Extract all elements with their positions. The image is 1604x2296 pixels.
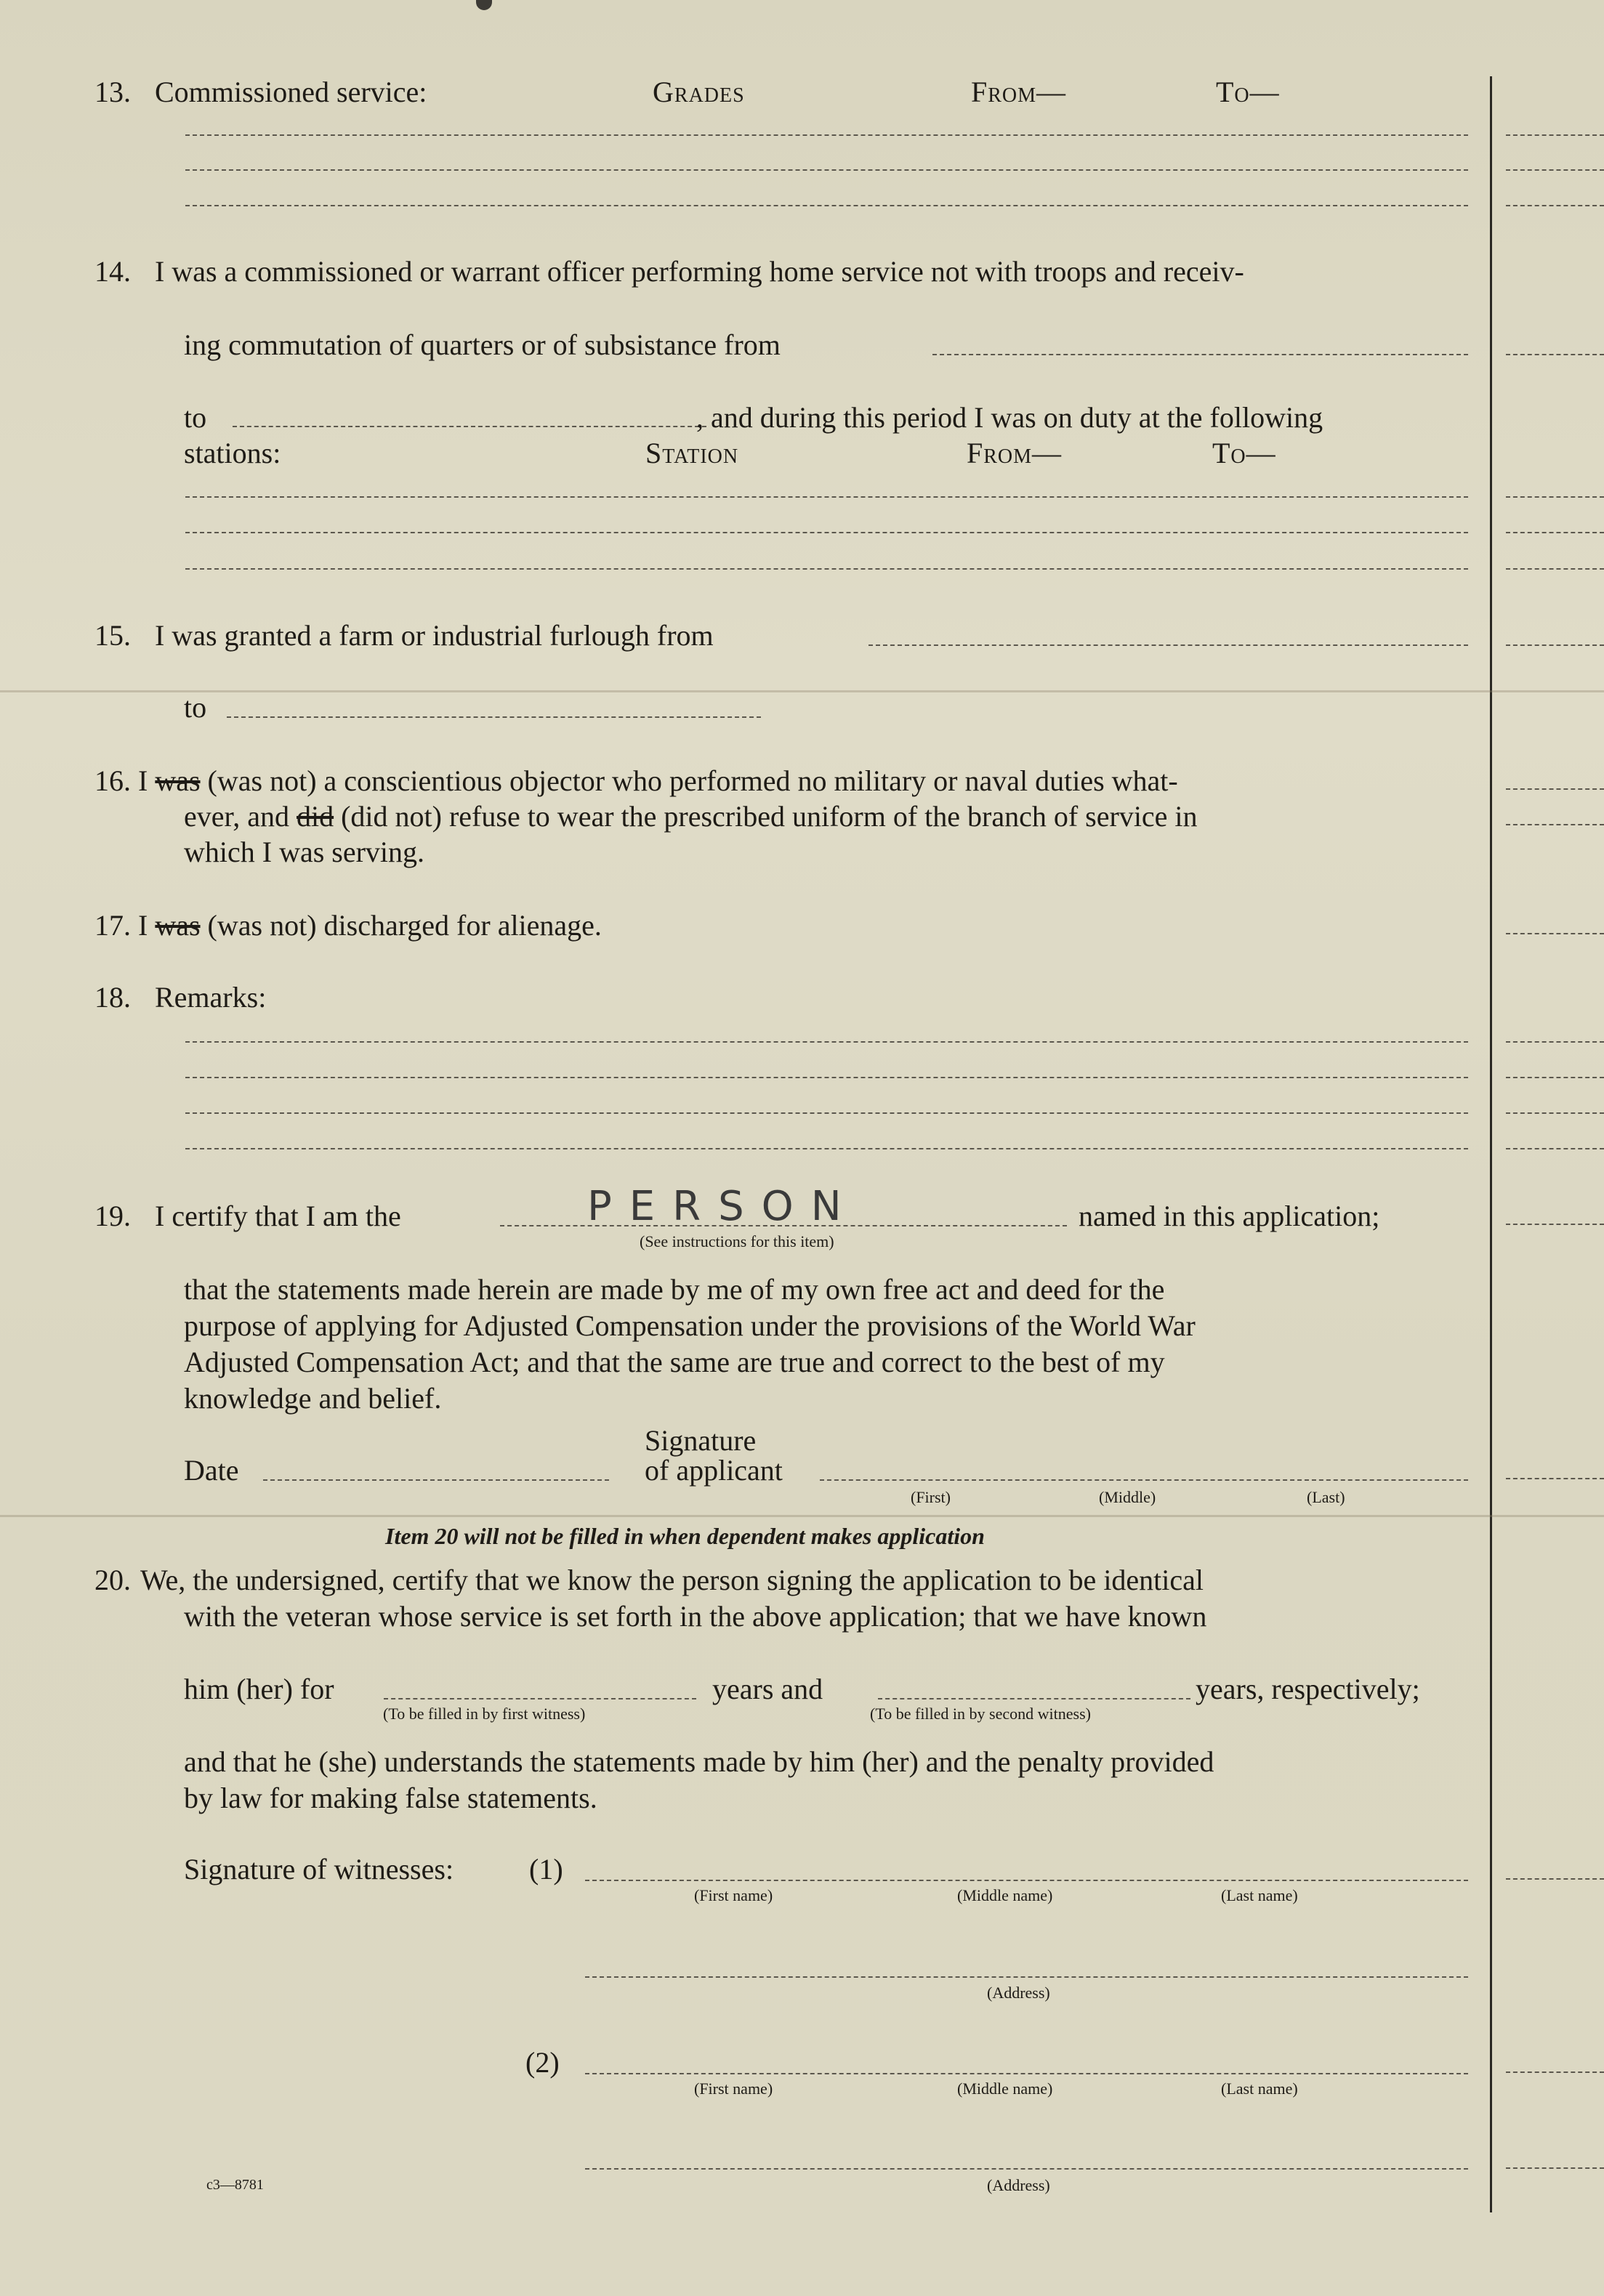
item-19-p1: that the statements made herein are made by me of my own free act and deed for the (184, 1273, 1165, 1306)
fold-crease (0, 1515, 1604, 1517)
item-14-line3: , and during this period I was on duty at the following (696, 401, 1323, 434)
sig-label-2: of applicant (645, 1454, 783, 1487)
item-15-number: 15. (94, 619, 131, 652)
item-20-p4: and that he (she) understands the statements made by him (her) and the penalty provided (184, 1745, 1214, 1778)
item-19-prefix: I certify that I am the (155, 1200, 401, 1232)
label-middle-name: (Middle name) (957, 2079, 1053, 2098)
col-from: From— (967, 437, 1063, 469)
label-first-name: (First name) (694, 1886, 773, 1904)
item-20-number: 20. (94, 1564, 131, 1596)
blank-line[interactable] (185, 1148, 1468, 1149)
label-last-name: (Last name) (1221, 1886, 1298, 1904)
margin-rule (1506, 354, 1604, 355)
item-19-p3: Adjusted Compensation Act; and that the same are true and correct to the best of my (184, 1346, 1165, 1378)
label-address: (Address) (987, 2176, 1050, 2194)
witness-2-signature-field[interactable] (585, 2073, 1468, 2074)
margin-rule (1506, 2167, 1604, 2169)
blank-line[interactable] (869, 644, 1468, 646)
margin-rule (1506, 205, 1604, 206)
date-field[interactable] (263, 1479, 609, 1481)
witness-signature-label: Signature of witnesses: (184, 1853, 454, 1885)
witness-1-address-field[interactable] (585, 1976, 1468, 1978)
margin-rule (1506, 532, 1604, 533)
item-14-number: 14. (94, 255, 131, 288)
blank-line[interactable] (185, 1077, 1468, 1078)
blank-line[interactable] (233, 426, 706, 427)
item-14-line4: stations: (184, 437, 281, 469)
date-label: Date (184, 1454, 239, 1487)
item-14-to: to (184, 401, 207, 434)
handwritten-entry: PERSON (587, 1183, 859, 1230)
item-20-p5: by law for making false statements. (184, 1782, 597, 1814)
second-witness-note: (To be filled in by second witness) (870, 1705, 1091, 1723)
blank-line[interactable] (185, 1112, 1468, 1114)
item-20-years-resp: years, respectively; (1196, 1673, 1420, 1705)
item-15-to: to (184, 691, 207, 724)
label-address: (Address) (987, 1984, 1050, 2002)
col-station: Station (645, 437, 739, 469)
col-grades: Grades (653, 76, 745, 108)
witness-1-signature-field[interactable] (585, 1880, 1468, 1881)
first-witness-note: (To be filled in by first witness) (383, 1705, 586, 1723)
struck-was: was (155, 909, 201, 942)
witness-1-label: (1) (529, 1853, 563, 1885)
sig-label-1: Signature (645, 1424, 757, 1457)
item-19-p2: purpose of applying for Adjusted Compensation under the provisions of the World War (184, 1309, 1196, 1342)
margin-rule (1506, 933, 1604, 934)
item-13-label: Commissioned service: (155, 76, 427, 108)
fold-crease (0, 690, 1604, 692)
margin-rule (1506, 2071, 1604, 2073)
item-19-p4: knowledge and belief. (184, 1382, 442, 1415)
label-last: (Last) (1307, 1488, 1345, 1506)
col-from: From— (971, 76, 1067, 108)
margin-rule (1506, 1878, 1604, 1880)
applicant-signature-field[interactable] (820, 1479, 1468, 1481)
margin-rule (1506, 134, 1604, 136)
item-20-note: Item 20 will not be filled in when dependent makes application (385, 1523, 985, 1549)
item-16-line2: ever, and did (did not) refuse to wear the prescribed uniform of the branch of service in (184, 800, 1198, 833)
margin-rule (1506, 169, 1604, 171)
item-19-number: 19. (94, 1200, 131, 1232)
margin-rule (1506, 568, 1604, 570)
item-14-line2: ing commutation of quarters or of subsistance from (184, 328, 781, 361)
item-19-suffix: named in this application; (1079, 1200, 1380, 1232)
margin-rule (1506, 1112, 1604, 1114)
item-20-p2: with the veteran whose service is set forth in the above application; that we have known (184, 1600, 1207, 1633)
col-to: To— (1216, 76, 1280, 108)
blank-line[interactable] (932, 354, 1468, 355)
margin-rule (1506, 824, 1604, 825)
blank-line[interactable] (185, 532, 1468, 533)
punch-hole (476, 0, 492, 10)
margin-rule (1506, 496, 1604, 498)
margin-rule (1506, 644, 1604, 646)
blank-line[interactable] (227, 716, 761, 718)
label-last-name: (Last name) (1221, 2079, 1298, 2098)
item-18-number: 18. (94, 981, 131, 1014)
item-14-line1: I was a commissioned or warrant officer performing home service not with troops and receiv- (155, 255, 1244, 288)
blank-line[interactable] (185, 169, 1468, 171)
right-margin-rule (1490, 76, 1492, 2212)
instruction-note: (See instructions for this item) (640, 1232, 834, 1250)
label-middle: (Middle) (1099, 1488, 1156, 1506)
blank-line[interactable] (185, 568, 1468, 570)
item-17: 17. I was (was not) discharged for alienage. (94, 909, 602, 942)
margin-rule (1506, 1041, 1604, 1043)
second-witness-years-field[interactable] (878, 1698, 1190, 1699)
item-20-him: him (her) for (184, 1673, 334, 1705)
item-20-years-and: years and (712, 1673, 823, 1705)
label-first-name: (First name) (694, 2079, 773, 2098)
first-witness-years-field[interactable] (384, 1698, 696, 1699)
blank-line[interactable] (185, 496, 1468, 498)
item-16-line3: which I was serving. (184, 836, 425, 868)
item-20-p1: We, the undersigned, certify that we know the person signing the application to be identical (140, 1564, 1204, 1596)
margin-rule (1506, 1077, 1604, 1078)
blank-line[interactable] (185, 1041, 1468, 1043)
item-15-line1: I was granted a farm or industrial furlough from (155, 619, 714, 652)
struck-was: was (155, 764, 201, 797)
blank-line[interactable] (185, 205, 1468, 206)
form-code: c3—8781 (206, 2177, 264, 2193)
witness-2-address-field[interactable] (585, 2168, 1468, 2170)
struck-did: did (296, 800, 334, 833)
margin-rule (1506, 1148, 1604, 1149)
label-first: (First) (911, 1488, 951, 1506)
margin-rule (1506, 788, 1604, 790)
item-16-number: 16. I was (was not) a conscientious objector who performed no military or naval duties what- (94, 764, 1178, 797)
col-to: To— (1212, 437, 1276, 469)
margin-rule (1506, 1224, 1604, 1225)
item-13-number: 13. (94, 76, 131, 108)
witness-2-label: (2) (525, 2046, 560, 2079)
margin-rule (1506, 1478, 1604, 1479)
label-middle-name: (Middle name) (957, 1886, 1053, 1904)
item-18-label: Remarks: (155, 981, 267, 1014)
blank-line[interactable] (185, 134, 1468, 136)
